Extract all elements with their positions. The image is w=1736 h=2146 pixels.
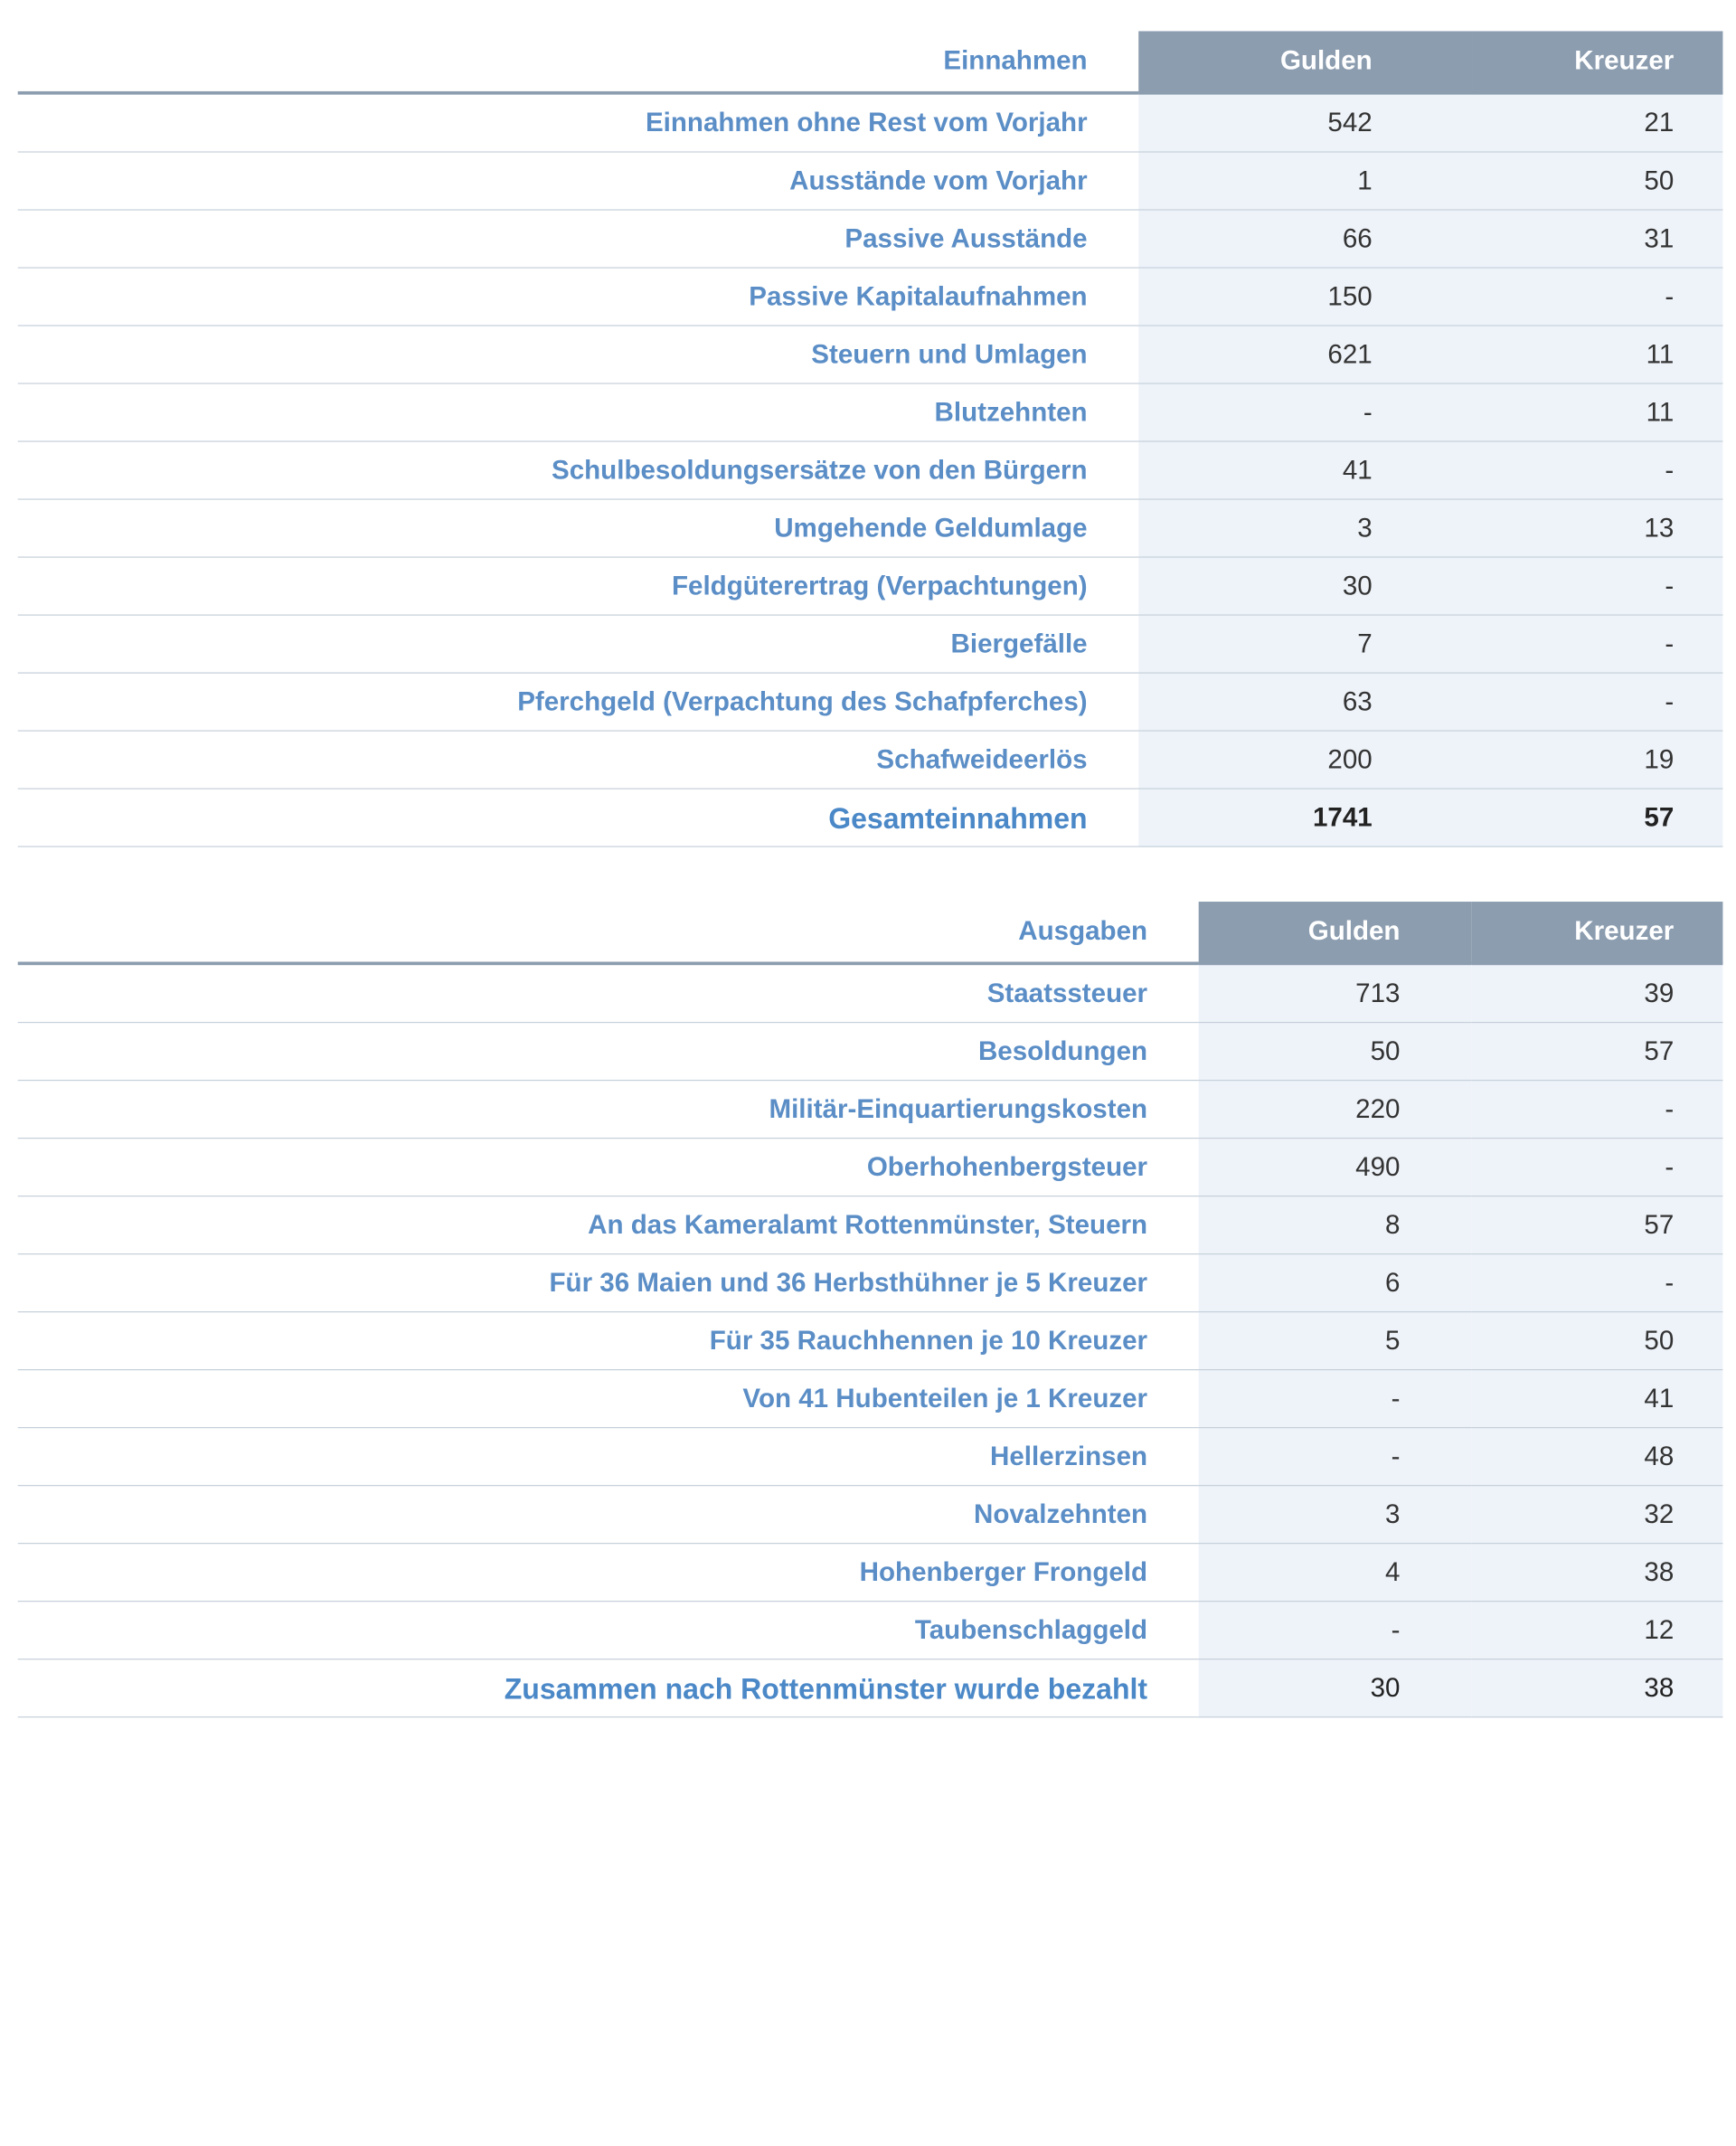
income-header-label: Einnahmen [18, 31, 1139, 92]
table-row [18, 1254, 1723, 1312]
row-gulden: 490 [1199, 1139, 1472, 1196]
total-label: Zusammen nach Rottenmünster wurde bezahlt [18, 1659, 1199, 1717]
row-kreuzer: 50 [1472, 152, 1722, 210]
row-gulden: 4 [1199, 1544, 1472, 1602]
table-row [18, 615, 1723, 673]
row-gulden: 41 [1138, 441, 1472, 499]
row-gulden: - [1138, 383, 1472, 441]
table-row [18, 963, 1723, 1022]
expense-header-kreuzer: Kreuzer [1471, 902, 1722, 963]
row-gulden: 1 [1138, 152, 1472, 210]
row-gulden: - [1199, 1428, 1472, 1486]
row-kreuzer: 12 [1471, 1602, 1722, 1659]
row-gulden: 621 [1138, 326, 1472, 383]
row-kreuzer: - [1472, 557, 1722, 615]
table-row [18, 152, 1723, 210]
row-label: Steuern und Umlagen [18, 326, 1139, 383]
row-gulden: 5 [1199, 1312, 1472, 1370]
row-kreuzer: 41 [1471, 1370, 1722, 1428]
row-kreuzer: 50 [1471, 1312, 1722, 1370]
table-row [18, 93, 1723, 152]
table-row [18, 557, 1723, 615]
table-row [18, 1602, 1723, 1659]
row-label: Von 41 Hubenteilen je 1 Kreuzer [18, 1370, 1199, 1428]
row-gulden: 50 [1199, 1023, 1472, 1081]
row-kreuzer: 13 [1472, 499, 1722, 557]
total-kreuzer: 38 [1471, 1659, 1722, 1717]
row-gulden: 220 [1199, 1081, 1472, 1139]
row-kreuzer: 19 [1472, 731, 1722, 789]
table-row [18, 210, 1723, 268]
row-gulden: 713 [1199, 963, 1472, 1022]
total-kreuzer: 57 [1472, 789, 1722, 846]
table-row [18, 499, 1723, 557]
row-kreuzer: 57 [1471, 1023, 1722, 1081]
income-header-row [18, 31, 1723, 92]
row-label: Militär-Einquartierungskosten [18, 1081, 1199, 1139]
row-label: Hellerzinsen [18, 1428, 1199, 1486]
row-kreuzer: 21 [1472, 93, 1722, 152]
total-label: Gesamteinnahmen [18, 789, 1139, 846]
row-label: An das Kameralamt Rottenmünster, Steuern [18, 1196, 1199, 1254]
row-gulden: 3 [1199, 1486, 1472, 1544]
row-kreuzer: - [1471, 1081, 1722, 1139]
row-label: Einnahmen ohne Rest vom Vorjahr [18, 93, 1139, 152]
table-row [18, 268, 1723, 326]
row-gulden: - [1199, 1370, 1472, 1428]
row-kreuzer: - [1472, 673, 1722, 731]
table-row [18, 1081, 1723, 1139]
row-kreuzer: 32 [1471, 1486, 1722, 1544]
table-row [18, 1139, 1723, 1196]
row-label: Für 36 Maien und 36 Herbsthühner je 5 Kreuzer [18, 1254, 1199, 1312]
row-label: Biergefälle [18, 615, 1139, 673]
table-row [18, 1312, 1723, 1370]
row-kreuzer: 38 [1471, 1544, 1722, 1602]
row-label: Feldgüterertrag (Verpachtungen) [18, 557, 1139, 615]
row-kreuzer: 48 [1471, 1428, 1722, 1486]
row-label: Staatssteuer [18, 963, 1199, 1022]
row-kreuzer: 31 [1472, 210, 1722, 268]
row-kreuzer: - [1472, 268, 1722, 326]
row-label: Schulbesoldungsersätze von den Bürgern [18, 441, 1139, 499]
row-gulden: 63 [1138, 673, 1472, 731]
row-gulden: 7 [1138, 615, 1472, 673]
row-kreuzer: 57 [1471, 1196, 1722, 1254]
row-gulden: 3 [1138, 499, 1472, 557]
table-row [18, 1196, 1723, 1254]
table-row [18, 1544, 1723, 1602]
row-gulden: 6 [1199, 1254, 1472, 1312]
table-row [18, 326, 1723, 383]
row-label: Passive Kapitalaufnahmen [18, 268, 1139, 326]
table-row [18, 441, 1723, 499]
row-kreuzer: 39 [1471, 963, 1722, 1022]
row-label: Für 35 Rauchhennen je 10 Kreuzer [18, 1312, 1199, 1370]
row-gulden: 66 [1138, 210, 1472, 268]
total-row [18, 789, 1723, 846]
table-row [18, 1428, 1723, 1486]
expense-body [18, 963, 1723, 1716]
income-table [18, 31, 1723, 846]
table-row [18, 731, 1723, 789]
row-gulden: 200 [1138, 731, 1472, 789]
expense-header-gulden: Gulden [1199, 902, 1472, 963]
row-label: Schafweideerlös [18, 731, 1139, 789]
row-label: Passive Ausstände [18, 210, 1139, 268]
row-kreuzer: - [1471, 1139, 1722, 1196]
income-header-gulden: Gulden [1138, 31, 1472, 92]
total-row [18, 1659, 1723, 1717]
row-gulden: 8 [1199, 1196, 1472, 1254]
row-gulden: - [1199, 1602, 1472, 1659]
row-label: Umgehende Geldumlage [18, 499, 1139, 557]
row-label: Blutzehnten [18, 383, 1139, 441]
expense-header-label: Ausgaben [18, 902, 1199, 963]
row-kreuzer: - [1472, 441, 1722, 499]
row-kreuzer: 11 [1472, 383, 1722, 441]
row-label: Oberhohenbergsteuer [18, 1139, 1199, 1196]
total-gulden: 30 [1199, 1659, 1472, 1717]
row-gulden: 542 [1138, 93, 1472, 152]
row-label: Hohenberger Frongeld [18, 1544, 1199, 1602]
table-row [18, 383, 1723, 441]
row-label: Besoldungen [18, 1023, 1199, 1081]
expense-header-row [18, 902, 1723, 963]
row-kreuzer: - [1472, 615, 1722, 673]
row-label: Pferchgeld (Verpachtung des Schafpferches) [18, 673, 1139, 731]
table-row [18, 673, 1723, 731]
table-row [18, 1023, 1723, 1081]
income-body [18, 93, 1723, 846]
total-gulden: 1741 [1138, 789, 1472, 846]
row-gulden: 30 [1138, 557, 1472, 615]
row-label: Ausstände vom Vorjahr [18, 152, 1139, 210]
row-gulden: 150 [1138, 268, 1472, 326]
income-header-kreuzer: Kreuzer [1472, 31, 1722, 92]
row-kreuzer: - [1471, 1254, 1722, 1312]
table-row [18, 1486, 1723, 1544]
expense-table [18, 902, 1723, 1717]
table-row [18, 1370, 1723, 1428]
row-kreuzer: 11 [1472, 326, 1722, 383]
row-label: Taubenschlaggeld [18, 1602, 1199, 1659]
row-label: Novalzehnten [18, 1486, 1199, 1544]
